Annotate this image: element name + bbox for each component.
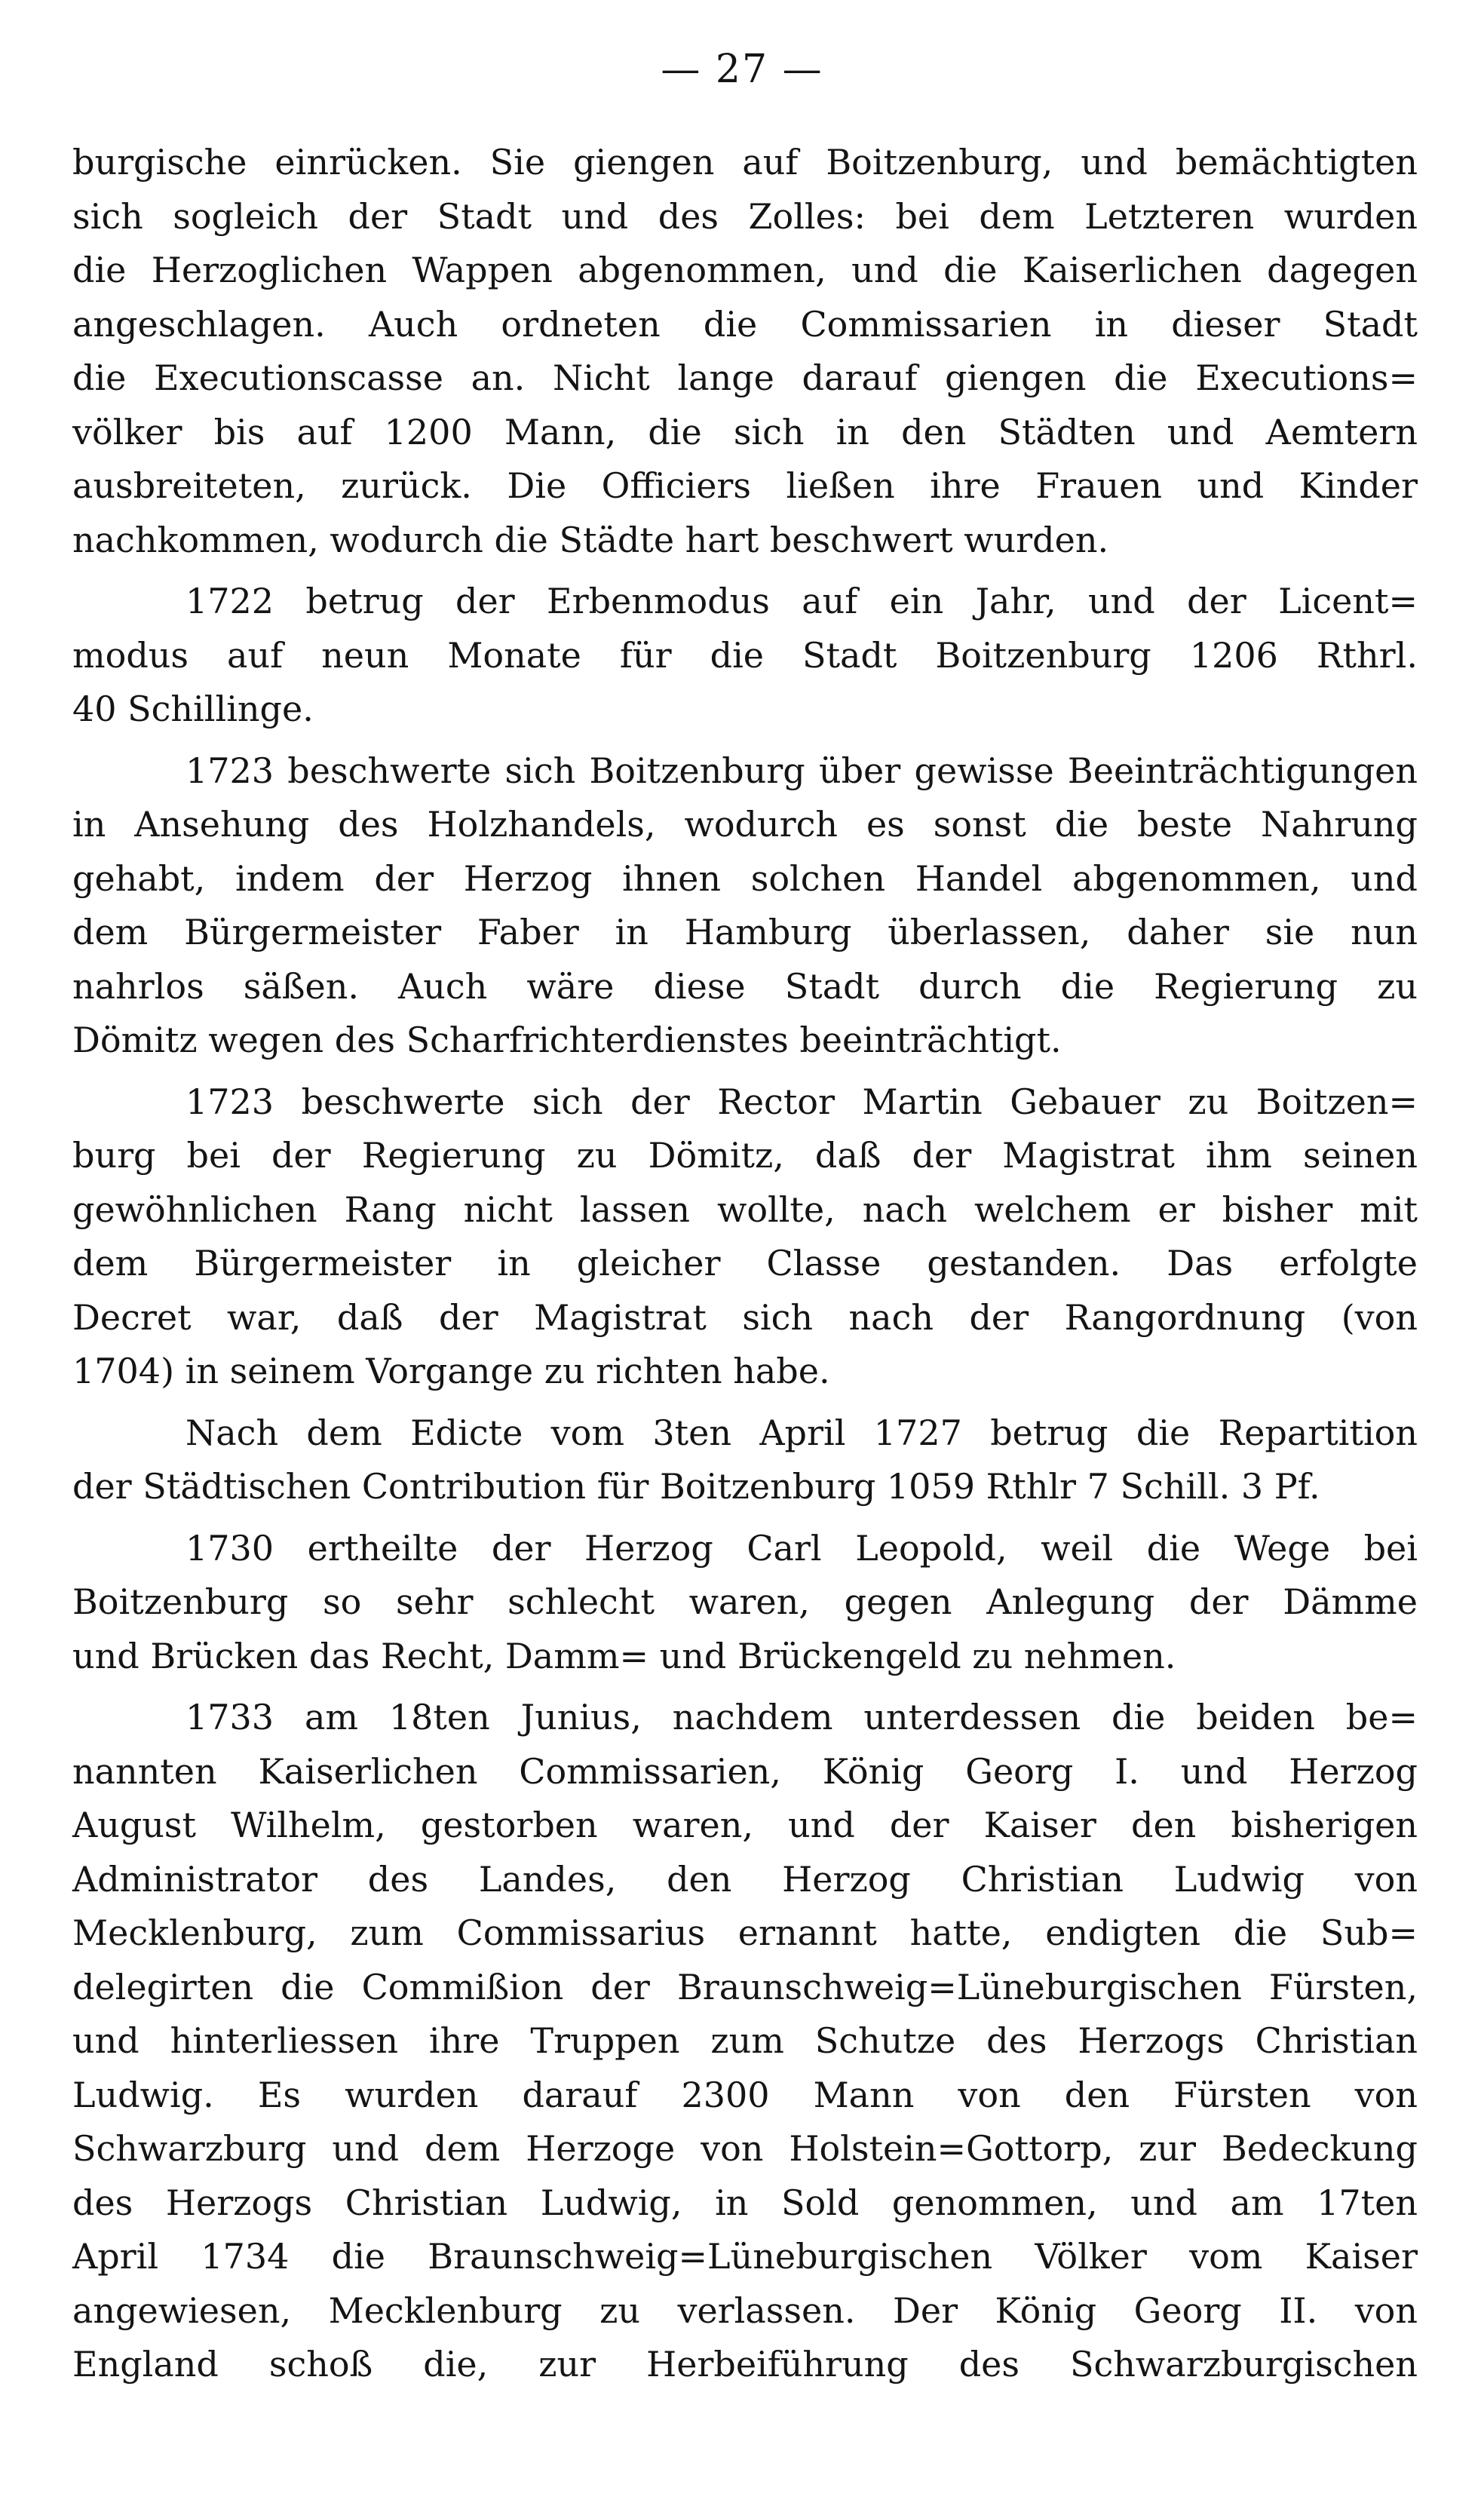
text-line: die Herzoglichen Wappen abgenommen, und die Kaiserlichen dagegen: [72, 250, 1418, 290]
text-line: Schwarzburg und dem Herzoge von Holstein=Gottorp, zur Bedeckung: [72, 2128, 1418, 2169]
text-line: 1730 ertheilte der Herzog Carl Leopold, weil die Wege bei: [186, 1527, 1418, 1569]
text-line: dem Bürgermeister in gleicher Classe gestanden. Das erfolgte: [72, 1243, 1418, 1284]
text-line: August Wilhelm, gestorben waren, und der Kaiser den bisherigen: [72, 1805, 1418, 1845]
text-line: 1722 betrug der Erbenmodus auf ein Jahr, und der Licent=: [186, 581, 1418, 621]
text-line: Boitzenburg so sehr schlecht waren, gegen Anlegung der Dämme: [72, 1581, 1418, 1622]
text-line: Decret war, daß der Magistrat sich nach der Rangordnung (von: [72, 1296, 1418, 1338]
paragraph: [72, 1691, 1418, 2392]
text-line: 1723 beschwerte sich der Rector Martin Gebauer zu Boitzen=: [186, 1081, 1418, 1122]
text-line: Administrator des Landes, den Herzog Christian Ludwig von: [72, 1858, 1418, 1900]
text-line: burg bei der Regierung zu Dömitz, daß der Magistrat ihm seinen: [72, 1135, 1418, 1176]
text-line: Dömitz wegen des Scharfrichterdienstes beeinträchtigt.: [72, 1020, 1062, 1060]
text-line: Mecklenburg, zum Commissarius ernannt hatte, endigten die Sub=: [72, 1912, 1418, 1953]
text-line: der Städtischen Contribution für Boitzenburg 1059 Rthlr 7 Schill. 3 Pf.: [72, 1466, 1320, 1507]
text-line: burgische einrücken. Sie giengen auf Boitzenburg, und bemächtigten: [72, 142, 1418, 182]
text-line: nachkommen, wodurch die Städte hart beschwert wurden.: [72, 519, 1109, 560]
text-line: delegirten die Commißion der Braunschweig=Lüneburgischen Fürsten,: [72, 1966, 1418, 2007]
paragraph: [72, 575, 1418, 737]
text-line: Ludwig. Es wurden darauf 2300 Mann von den Fürsten von: [72, 2074, 1418, 2115]
text-line: ausbreiteten, zurück. Die Officiers ließen ihre Frauen und Kinder: [72, 465, 1418, 506]
text-line: sich sogleich der Stadt und des Zolles: bei dem Letzteren wurden: [72, 195, 1418, 237]
text-line: 1704) in seinem Vorgange zu richten habe.: [72, 1351, 830, 1391]
paragraph: [72, 1406, 1418, 1514]
text-line: angeschlagen. Auch ordneten die Commissarien in dieser Stadt: [72, 303, 1418, 345]
body-text: [72, 136, 1418, 2392]
text-line: völker bis auf 1200 Mann, die sich in den Städten und Aemtern: [72, 411, 1418, 452]
text-line: angewiesen, Mecklenburg zu verlassen. Der König Georg II. von: [72, 2290, 1418, 2331]
text-line: gewöhnlichen Rang nicht lassen wollte, nach welchem er bisher mit: [72, 1188, 1418, 1230]
text-line: in Ansehung des Holzhandels, wodurch es sonst die beste Nahrung: [72, 804, 1418, 845]
text-line: und Brücken das Recht, Damm= und Brückengeld zu nehmen.: [72, 1635, 1176, 1676]
text-line: die Executionscasse an. Nicht lange darauf giengen die Executions=: [72, 357, 1418, 398]
paragraph: [72, 1075, 1418, 1399]
text-line: modus auf neun Monate für die Stadt Boitzenburg 1206 Rthrl.: [72, 634, 1418, 676]
text-line: April 1734 die Braunschweig=Lüneburgischen Völker vom Kaiser: [72, 2236, 1418, 2277]
page-number: — 27 —: [661, 47, 823, 92]
text-line: und hinterliessen ihre Truppen zum Schutze des Herzogs Christian: [72, 2020, 1418, 2061]
paragraph: [72, 744, 1418, 1068]
text-line: nahrlos säßen. Auch wäre diese Stadt durch die Regierung zu: [72, 965, 1418, 1007]
text-line: 40 Schillinge.: [72, 689, 314, 729]
text-line: des Herzogs Christian Ludwig, in Sold genommen, und am 17ten: [72, 2182, 1418, 2223]
paragraph: [72, 1522, 1418, 1684]
paragraph: [72, 136, 1418, 567]
text-line: 1733 am 18ten Junius, nachdem unterdessen die beiden be=: [186, 1697, 1418, 1737]
text-line: dem Bürgermeister Faber in Hamburg überlassen, daher sie nun: [72, 912, 1418, 952]
text-line: England schoß die, zur Herbeiführung des Schwarzburgischen: [72, 2344, 1418, 2385]
text-line: gehabt, indem der Herzog ihnen solchen Handel abgenommen, und: [72, 857, 1418, 899]
text-line: nannten Kaiserlichen Commissarien, König Georg I. und Herzog: [72, 1750, 1418, 1792]
text-line: Nach dem Edicte vom 3ten April 1727 betrug die Repartition: [186, 1412, 1418, 1453]
text-line: 1723 beschwerte sich Boitzenburg über gewisse Beeinträchtigungen: [186, 750, 1418, 791]
